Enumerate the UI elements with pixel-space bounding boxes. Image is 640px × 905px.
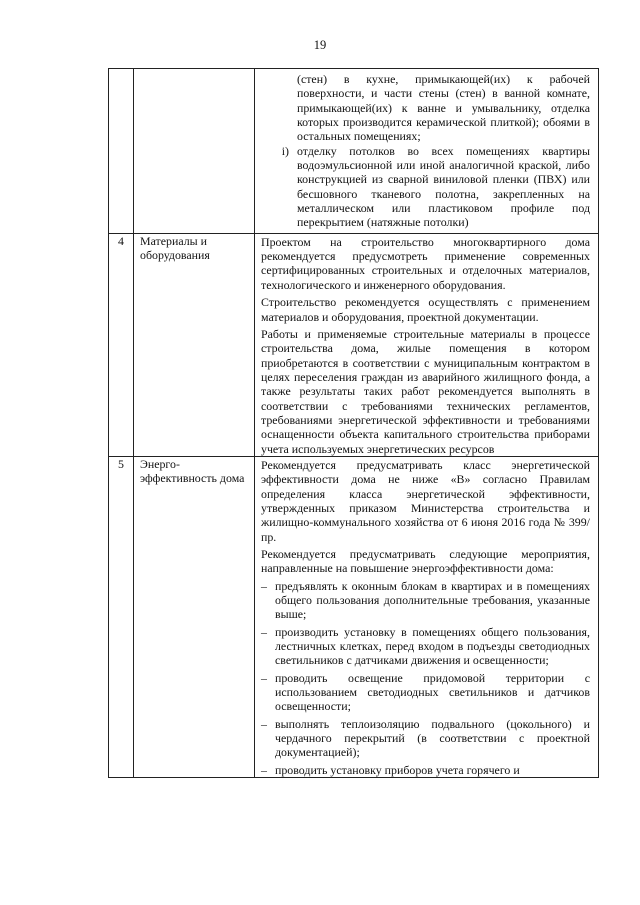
paragraph: Работы и применяемые строительные материалы в процессе строительства дома, жилые помещения в котором приобретаются в соответствии с муниципальным контрактом в целях переселения граждан из аварийного жилищного фонда, а также результаты таких работ рекомендуется выполнять в соответствии с требованиями технических регламентов, требованиями энергетической эффективности и требованиями оснащенности объекта капитального строительства приборами учета используемых энергетических ресурсов — [261, 326, 590, 456]
list-item — [261, 717, 590, 760]
paragraph: Рекомендуется предусматривать следующие мероприятия, направленные на повышение энергоэффективности дома: — [261, 547, 590, 576]
dash-marker: – — [261, 624, 267, 639]
row-number-cell — [109, 69, 134, 234]
row-name-cell: Материалы и оборудования — [134, 233, 255, 456]
requirements-table — [108, 68, 599, 778]
dash-marker: – — [261, 578, 267, 593]
dash-marker: – — [261, 670, 267, 685]
list-item — [261, 625, 590, 668]
row-content-cell — [255, 69, 599, 234]
dash-marker: – — [261, 716, 267, 731]
dash-marker: – — [261, 762, 267, 777]
table-row — [109, 456, 599, 777]
row-name-cell: Энерго-эффективность дома — [134, 456, 255, 777]
table-row — [109, 233, 599, 456]
list-item-text: предъявлять к оконным блокам в квартирах и в помещениях общего пользования дополнительные требования, указанные выше; — [275, 578, 590, 622]
list-item-text: отделку потолков во всех помещениях квартиры водоэмульсионной или иной аналогичной краской, либо конструкцией из сварной виниловой пленки (ПВХ) или бесшовного тканевого полотна, закрепленных на металлическом или пластиковом профиле под перекрытием (натяжные потолки) — [297, 143, 590, 230]
list-item-text: проводить установку приборов учета горячего и — [275, 762, 520, 777]
page-number: 19 — [313, 38, 327, 52]
list-item — [261, 144, 590, 230]
list-item-text: проводить освещение придомовой территории с использованием светодиодных светильников и датчиков освещенности; — [275, 670, 590, 714]
row-number-cell: 5 — [109, 456, 134, 777]
table-row — [109, 69, 599, 234]
row-number-cell: 4 — [109, 233, 134, 456]
paragraph: Проектом на строительство многоквартирного дома рекомендуется предусмотреть применение современных сертифицированных строительных и отделочных материалов, технологического и инженерного оборудования. — [261, 234, 590, 292]
list-item-text: выполнять теплоизоляцию подвального (цокольного) и чердачного перекрытий (в соответствии с проектной документацией); — [275, 716, 590, 760]
continued-text: (стен) в кухне, примыкающей(их) к рабочей поверхности, и части стены (стен) в ванной комнате, примыкающей(их) к ванне и умывальнику, отделка которых производится керамической плиткой); обоями в остальных помещениях; — [297, 72, 590, 144]
list-item-text: производить установку в помещениях общего пользования, лестничных клетках, перед входом в подъезды светодиодных светильников с датчиками движения и освещенности; — [275, 624, 590, 668]
paragraph: Рекомендуется предусматривать класс энергетической эффективности дома не ниже «В» согласно Правилам определения класса энергетической эффективности, утвержденных приказом Министерства строительства и жилищно-коммунального хозяйства от 6 июня 2016 года № 399/пр. — [261, 457, 590, 544]
list-item — [261, 671, 590, 714]
row-name-cell — [134, 69, 255, 234]
row-content-cell — [255, 233, 599, 456]
list-item — [261, 579, 590, 622]
list-item — [261, 763, 590, 777]
row-content-cell — [255, 456, 599, 777]
list-item-marker: i) — [281, 143, 289, 158]
paragraph: Строительство рекомендуется осуществлять с применением материалов и оборудования, проектной документации. — [261, 295, 590, 324]
